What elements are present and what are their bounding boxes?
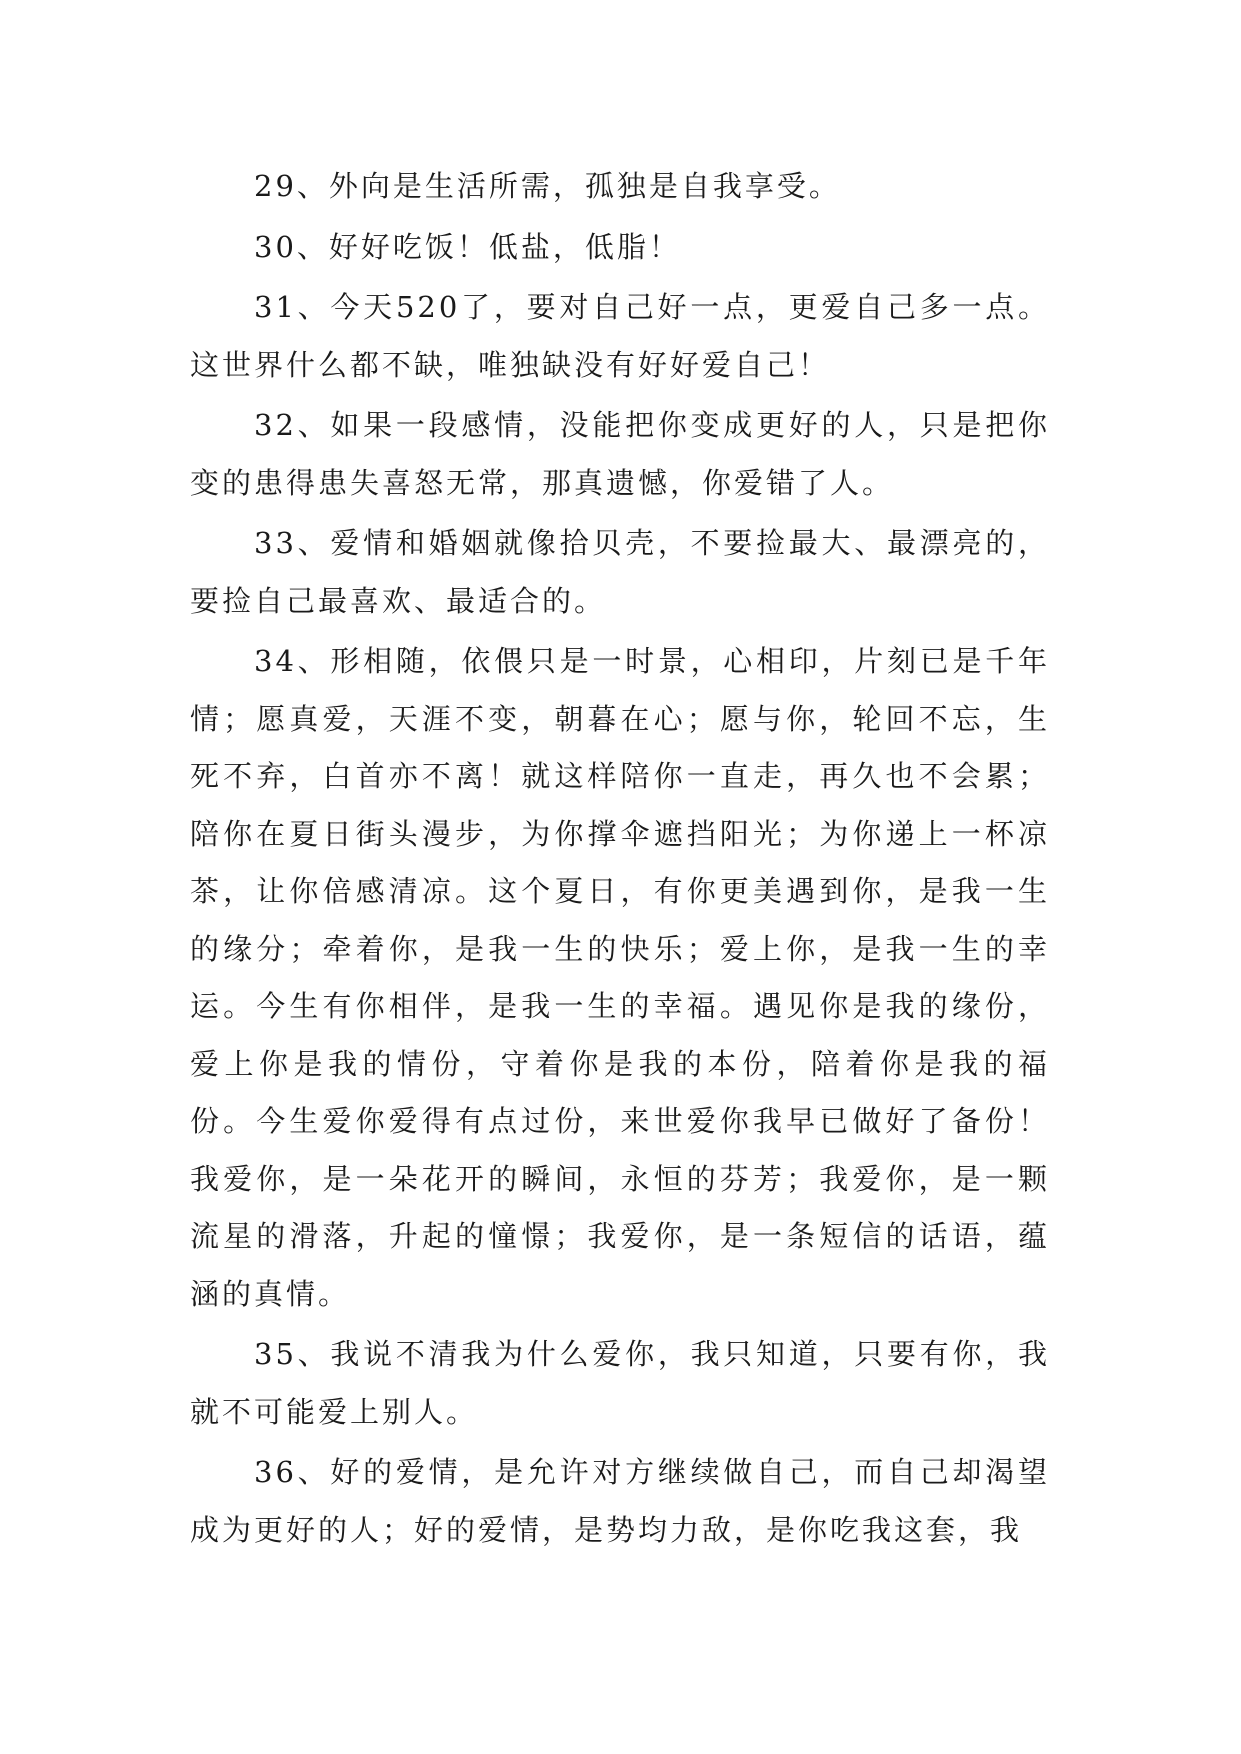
paragraph-30: 30、好好吃饭！低盐，低脂！ [254,229,681,264]
paragraph-31: 31、今天520了，要对自己好一点，更爱自己多一点。这世界什么都不缺，唯独缺没有好好爱自己！ [190,290,1050,382]
paragraph-36: 36、好的爱情，是允许对方继续做自己，而自己却渴望成为更好的人；好的爱情，是势均力敌，是你吃我这套，我 [190,1455,1050,1547]
paragraph-29: 29、外向是生活所需，孤独是自我享受。 [254,169,841,203]
paragraph-33: 33、爱情和婚姻就像拾贝壳，不要捡最大、最漂亮的，要捡自己最喜欢、最适合的。 [190,526,1050,618]
paragraph-32: 32、如果一段感情，没能把你变成更好的人，只是把你变的患得患失喜怒无常，那真遗憾，你爱错了人。 [190,408,1050,500]
paragraph-35: 35、我说不清我为什么爱你，我只知道，只要有你，我就不可能爱上别人。 [190,1337,1050,1429]
document-body [190,158,1050,1562]
paragraph-34: 34、形相随，依偎只是一时景，心相印，片刻已是千年情；愿真爱，天涯不变，朝暮在心；愿与你，轮回不忘，生死不弃，白首亦不离！就这样陪你一直走，再久也不会累；陪你在夏日街头漫步，为你撑伞遮挡阳光；为你递上一杯凉茶，让你倍感清凉。这个夏日，有你更美遇到你，是我一生的缘分；牵着你，是我一生的快乐；爱上你，是我一生的幸运。今生有你相伴，是我一生的幸福。遇见你是我的缘份，爱上你是我的情份，守着你是我的本份，陪着你是我的福份。今生爱你爱得有点过份，来世爱你我早已做好了备份！我爱你，是一朵花开的瞬间，永恒的芬芳；我爱你，是一颗流星的滑落，升起的憧憬；我爱你，是一条短信的话语，蕴涵的真情。 [190,644,1050,1311]
